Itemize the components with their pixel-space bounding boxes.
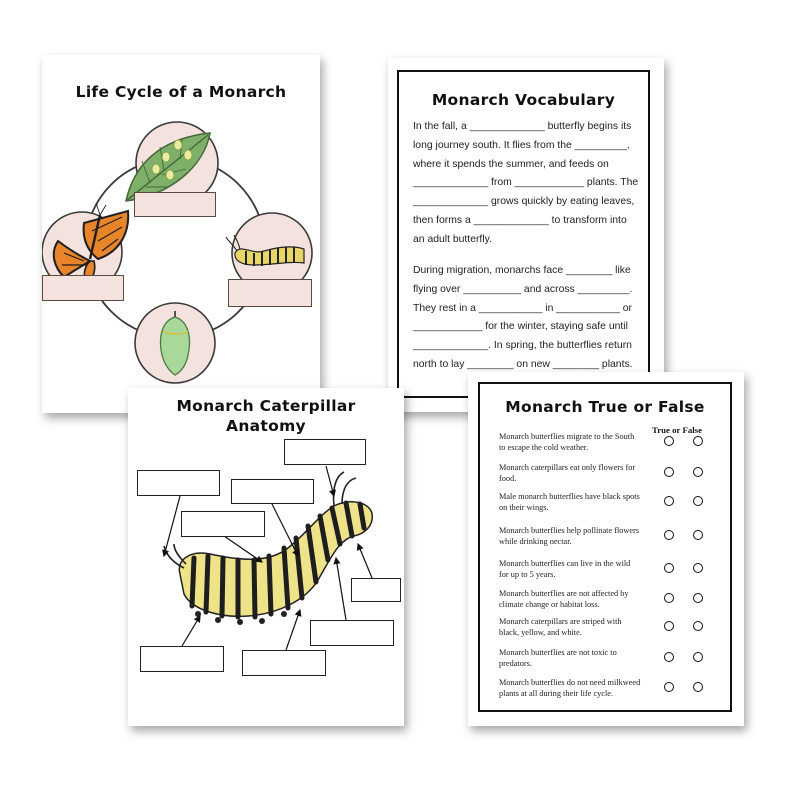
false-radio[interactable] <box>693 530 703 540</box>
anatomy-title-line1: Monarch Caterpillar <box>176 397 356 415</box>
true-radio[interactable] <box>664 652 674 662</box>
true-radio[interactable] <box>664 496 674 506</box>
anatomy-label-box[interactable] <box>137 470 220 496</box>
vocab-line: _____________. In spring, the butterflies return <box>413 340 632 352</box>
vocab-line: where it spends the summer, and feeds on <box>413 158 609 170</box>
vocab-line: flying over __________ and across _________. <box>413 283 633 295</box>
vocab-title: Monarch Vocabulary <box>431 91 616 109</box>
vocab-paragraph-2 <box>413 262 637 375</box>
false-radio[interactable] <box>693 436 703 446</box>
true-radio[interactable] <box>664 467 674 477</box>
vocab-line: ____________ for the winter, staying safe until <box>413 321 628 333</box>
egg-stage-label-box[interactable] <box>134 192 216 217</box>
truefalse-title: Monarch True or False <box>505 398 705 416</box>
true-radio[interactable] <box>664 621 674 631</box>
vocab-line: In the fall, a _____________ butterfly begins its <box>413 121 632 132</box>
anatomy-sheet <box>128 388 404 726</box>
true-radio[interactable] <box>664 530 674 540</box>
vocab-line: then forms a _____________ to transform into <box>413 214 627 226</box>
anatomy-label-box[interactable] <box>140 646 224 672</box>
vocab-line: During migration, monarchs face ________ like <box>413 265 631 276</box>
false-radio[interactable] <box>693 621 703 631</box>
truefalse-question: Monarch caterpillars are striped with black, yellow, and white. <box>499 617 622 637</box>
true-radio[interactable] <box>664 682 674 692</box>
false-radio[interactable] <box>693 563 703 573</box>
vocab-line: an adult butterfly. <box>413 233 492 245</box>
vocab-line: north to lay ________ on new ________ plants. <box>413 358 633 370</box>
false-radio[interactable] <box>693 652 703 662</box>
vocab-line: _____________ from ____________ plants. The <box>413 177 639 189</box>
anatomy-label-box[interactable] <box>231 479 314 504</box>
anatomy-label-box[interactable] <box>351 578 401 602</box>
vocab-paragraph-1 <box>413 118 637 250</box>
truefalse-question: Monarch butterflies are not affected by climate change or habitat loss. <box>499 589 629 609</box>
vocab-line: _____________ grows quickly by eating leaves, <box>413 196 635 208</box>
truefalse-question: Monarch butterflies can live in the wild for up to 5 years. <box>499 559 631 579</box>
lifecycle-title: Life Cycle of a Monarch <box>75 83 287 101</box>
true-radio[interactable] <box>664 436 674 446</box>
truefalse-question: Monarch caterpillars eat only flowers for food. <box>499 463 636 483</box>
butterfly-stage-label-box[interactable] <box>42 275 124 301</box>
lifecycle-diagram <box>42 55 320 413</box>
anatomy-label-box[interactable] <box>181 511 265 537</box>
anatomy-title-line2: Anatomy <box>226 417 306 435</box>
vocab-sheet <box>397 70 650 398</box>
false-radio[interactable] <box>693 593 703 603</box>
truefalse-question: Male monarch butterflies have black spots on their wings. <box>499 492 640 512</box>
vocab-line: They rest in a ___________ in ___________ or <box>413 302 632 314</box>
anatomy-label-box[interactable] <box>284 439 366 465</box>
truefalse-sheet <box>478 382 732 712</box>
false-radio[interactable] <box>693 467 703 477</box>
caterpillar-stage-label-box[interactable] <box>228 279 312 307</box>
truefalse-question: Monarch butterflies migrate to the South to escape the cold weather. <box>499 432 635 452</box>
vocab-line: long journey south. It flies from the _________, <box>413 139 630 151</box>
truefalse-question: Monarch butterflies do not need milkweed plants at all during their life cycle. <box>499 678 641 698</box>
truefalse-column-header: True or False <box>652 425 703 435</box>
true-radio[interactable] <box>664 563 674 573</box>
anatomy-label-box[interactable] <box>242 650 326 676</box>
false-radio[interactable] <box>693 682 703 692</box>
truefalse-question: Monarch butterflies are not toxic to predators. <box>499 648 617 668</box>
true-radio[interactable] <box>664 593 674 603</box>
lifecycle-sheet <box>42 55 320 413</box>
false-radio[interactable] <box>693 496 703 506</box>
truefalse-question: Monarch butterflies help pollinate flowers while drinking nectar. <box>499 526 640 546</box>
anatomy-label-box[interactable] <box>310 620 394 646</box>
